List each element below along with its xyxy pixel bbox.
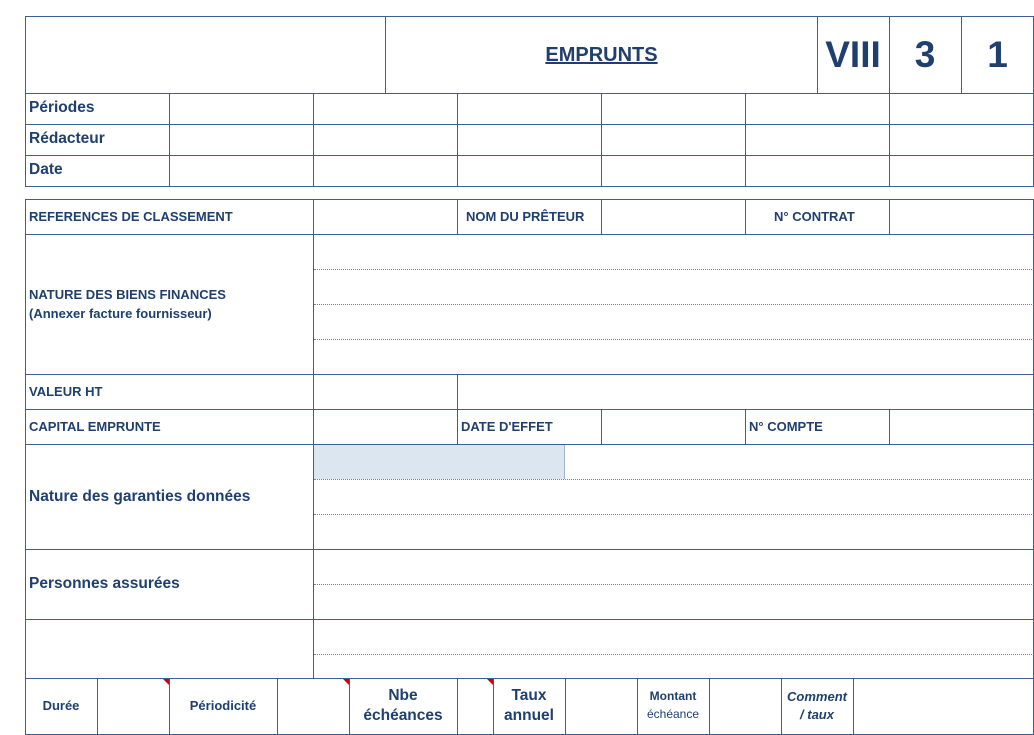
extra-notes-field[interactable] — [314, 620, 1034, 679]
personnes-assurees-label: Personnes assurées — [29, 575, 180, 592]
periodicite-label: Périodicité — [189, 698, 257, 713]
section-code-3: 1 — [987, 34, 1008, 75]
nbe-echeances-label: Nbe — [388, 687, 418, 704]
date-label: Date — [29, 161, 63, 178]
form-divider — [25, 374, 1034, 375]
nature-biens-field[interactable] — [314, 235, 1034, 374]
periodicite-field[interactable] — [278, 679, 349, 735]
valeur-ht-field[interactable] — [314, 375, 457, 409]
nom-preteur-field[interactable] — [602, 200, 745, 234]
redacteur-field[interactable] — [170, 125, 1034, 155]
form-vline — [457, 199, 458, 234]
nature-garanties-label: Nature des garanties données — [29, 488, 251, 505]
form-vline — [745, 409, 746, 444]
n-contrat-label: N° CONTRAT — [774, 209, 855, 224]
duree-label: Durée — [42, 698, 80, 713]
comment-taux-field[interactable] — [854, 679, 1034, 735]
section-code-2: 3 — [914, 34, 936, 75]
capital-emprunte-field[interactable] — [314, 410, 457, 444]
nature-biens-label: NATURE DES BIENS FINANCES — [29, 287, 226, 302]
form-divider — [25, 409, 1034, 410]
nbe-echeances-field[interactable] — [458, 679, 493, 735]
montant-echeance-label: Montant — [649, 689, 697, 703]
periodes-field[interactable] — [170, 94, 1034, 124]
taux-annuel-label-2: annuel — [504, 707, 554, 724]
nature-garanties-field[interactable] — [566, 445, 1034, 549]
form-vline — [457, 374, 458, 409]
comment-taux-label-2: / taux — [800, 707, 834, 722]
nature-biens-note: (Annexer facture fournisseur) — [29, 306, 212, 321]
montant-echeance-field[interactable] — [710, 679, 781, 735]
n-contrat-field[interactable] — [890, 200, 1034, 234]
personnes-assurees-field[interactable] — [314, 550, 1034, 619]
montant-echeance-label-2: échéance — [646, 707, 700, 721]
form-vline — [457, 409, 458, 444]
comment-taux-label: Comment — [787, 689, 847, 704]
selected-cell[interactable] — [314, 445, 565, 479]
date-effet-field[interactable] — [602, 410, 745, 444]
taux-annuel-field[interactable] — [566, 679, 637, 735]
nbe-echeances-label-2: échéances — [363, 707, 443, 724]
capital-emprunte-label: CAPITAL EMPRUNTE — [29, 419, 161, 434]
section-code: VIII — [825, 34, 881, 75]
page-title: EMPRUNTS — [545, 44, 658, 66]
form-vline — [745, 199, 746, 234]
n-compte-field[interactable] — [890, 410, 1034, 444]
date-effet-label: DATE D'EFFET — [461, 419, 553, 434]
references-classement-field[interactable] — [314, 200, 457, 234]
date-field[interactable] — [170, 156, 1034, 186]
n-compte-label: N° COMPTE — [749, 419, 823, 434]
duree-field[interactable] — [98, 679, 169, 735]
nom-preteur-label: NOM DU PRÊTEUR — [466, 209, 585, 224]
valeur-ht-label: VALEUR HT — [29, 384, 103, 399]
redacteur-label: Rédacteur — [29, 130, 105, 147]
taux-annuel-label: Taux — [511, 687, 547, 704]
references-classement-label: REFERENCES DE CLASSEMENT — [29, 209, 233, 224]
periodes-label: Périodes — [29, 99, 95, 116]
